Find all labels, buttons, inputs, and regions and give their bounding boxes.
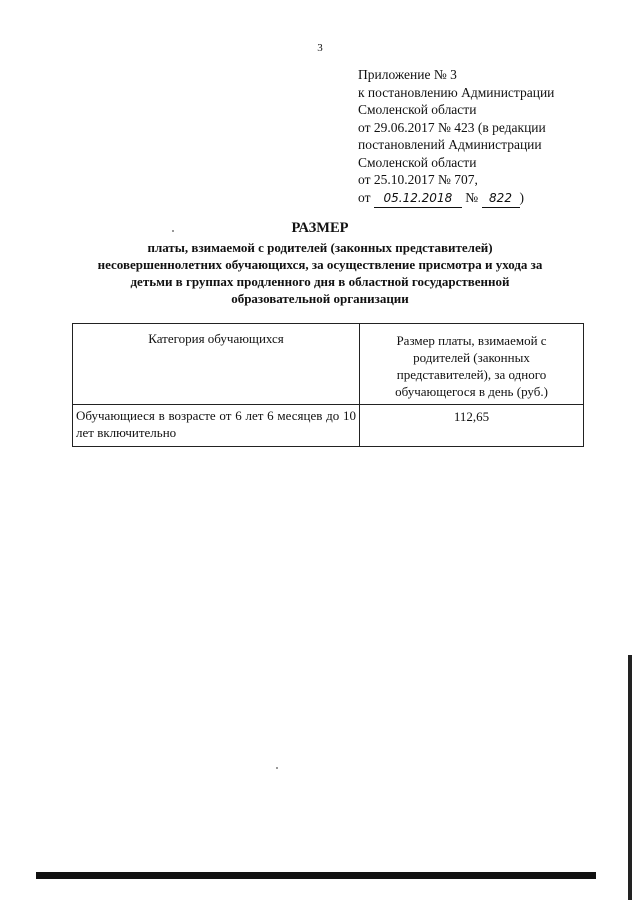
annex-block — [358, 66, 608, 208]
heading-subtitle-line: образовательной организации — [231, 291, 409, 306]
closing-paren: ) — [519, 189, 524, 205]
scan-bottom-artifact — [36, 872, 596, 879]
fee-cell: 112,65 — [360, 405, 584, 447]
table-row — [73, 405, 584, 447]
annex-line: Приложение № 3 — [358, 67, 457, 82]
heading-subtitle-line: несовершеннолетних обучающихся, за осуществление присмотра и ухода за — [97, 257, 543, 272]
annex-date-prefix: от — [358, 189, 371, 205]
table-header-row — [73, 324, 584, 405]
column-header-fee: Размер платы, взимаемой с родителей (законных представителей), за одного обучающегося в день (руб.) — [360, 324, 584, 405]
column-header-category: Категория обучающихся — [73, 324, 360, 405]
heading-title: РАЗМЕР — [291, 220, 349, 236]
scan-speck — [172, 230, 174, 232]
handwritten-number: 822 — [482, 190, 520, 209]
handwritten-date: 05.12.2018 — [374, 190, 462, 209]
annex-line: от 29.06.2017 № 423 (в редакции — [358, 119, 546, 135]
number-sign: № — [465, 189, 479, 205]
fee-table — [72, 323, 584, 447]
annex-line: к постановлению Администрации — [358, 84, 555, 100]
annex-line: постановлений Администрации — [358, 137, 542, 152]
annex-line: от 25.10.2017 № 707, — [358, 172, 478, 187]
heading-subtitle-line: детьми в группах продленного дня в областной государственной — [130, 274, 510, 289]
document-heading — [0, 220, 640, 307]
scan-speck — [276, 767, 278, 769]
page-number: 3 — [317, 42, 323, 54]
annex-line: Смоленской области — [358, 102, 477, 117]
annex-signature-line — [358, 189, 608, 209]
scan-edge-artifact — [628, 655, 632, 900]
category-cell: Обучающиеся в возрасте от 6 лет 6 месяцев до 10 лет включительно — [73, 405, 360, 447]
annex-line: Смоленской области — [358, 154, 477, 170]
heading-subtitle-line: платы, взимаемой с родителей (законных представителей) — [147, 240, 493, 255]
